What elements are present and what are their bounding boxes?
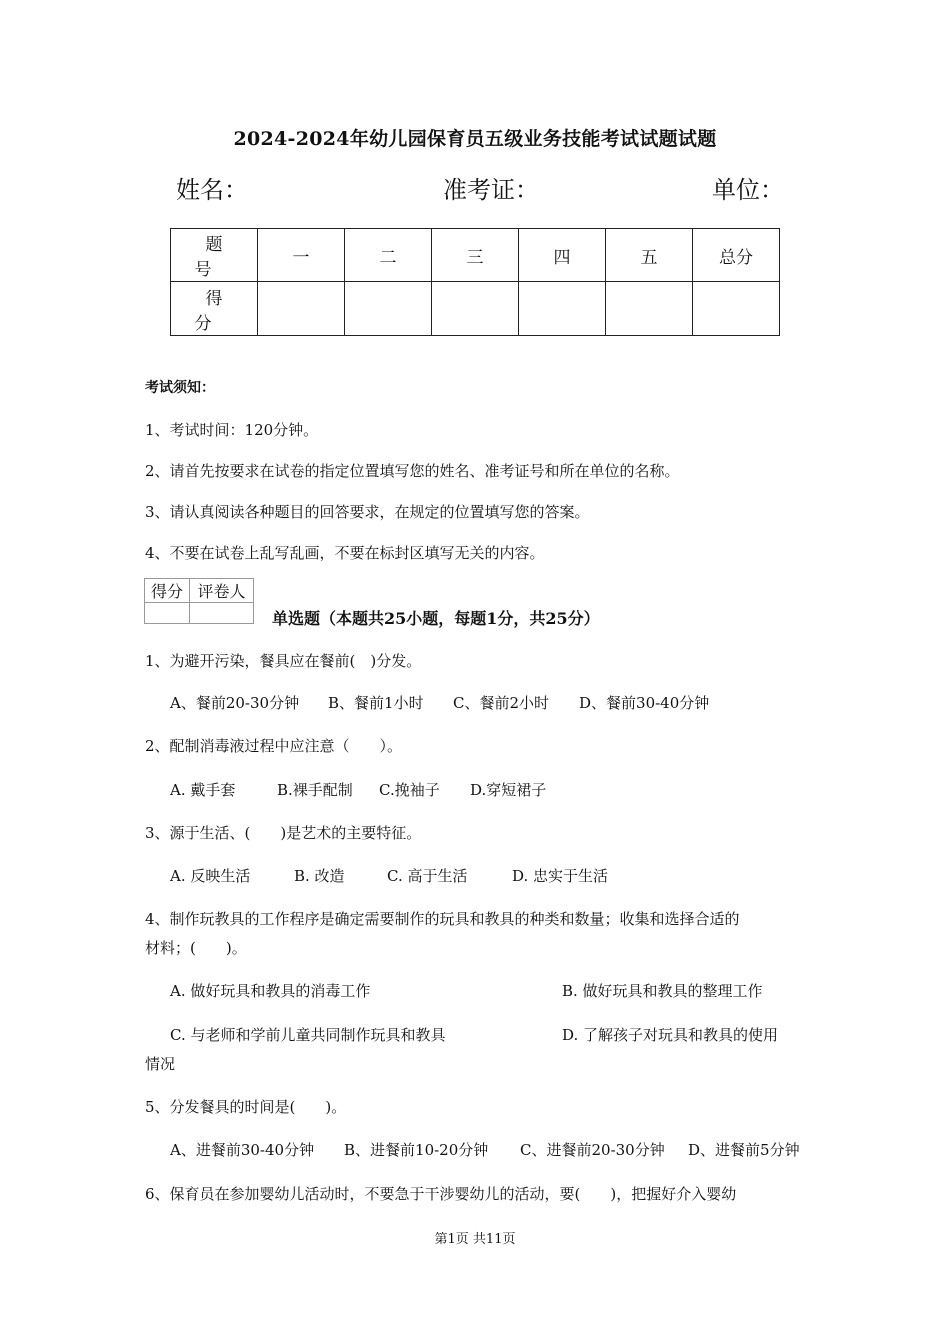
question-stem: 6、保育员在参加婴幼儿活动时，不要急于干涉婴幼儿的活动，要( )，把握好介入婴幼 [145, 1185, 737, 1203]
option: D、进餐前5分钟 [688, 1141, 800, 1159]
column-1: 一 [258, 229, 345, 282]
score-cell[interactable] [345, 282, 432, 336]
section-heading: 单选题（本题共25小题，每题1分，共25分） [272, 609, 600, 628]
question-stem: 1、为避开污染，餐具应在餐前( )分发。 [145, 652, 422, 670]
option: B. 改造 [294, 867, 345, 885]
option: D.穿短裙子 [470, 781, 547, 799]
option: B. 做好玩具和教具的整理工作 [562, 982, 763, 1000]
name-label: 姓名： [176, 176, 248, 204]
question-stem: 2、配制消毒液过程中应注意（ ）。 [145, 737, 403, 755]
option: B、进餐前10-20分钟 [344, 1141, 489, 1159]
option: A、餐前20-30分钟 [170, 694, 300, 712]
option: C.挽袖子 [379, 781, 440, 799]
option: C. 与老师和学前儿童共同制作玩具和教具 [170, 1026, 446, 1044]
column-5: 五 [606, 229, 693, 282]
notice-title: 考试须知： [145, 380, 215, 396]
question-stem: 3、源于生活、( )是艺术的主要特征。 [145, 824, 422, 842]
column-2: 二 [345, 229, 432, 282]
notice-item: 1、考试时间：120分钟。 [145, 421, 319, 439]
notice-item: 4、不要在试卷上乱写乱画，不要在标封区填写无关的内容。 [145, 544, 545, 562]
question-stem-continued: 材料；( )。 [145, 939, 247, 957]
ticket-label: 准考证： [443, 176, 539, 204]
question-stem: 4、制作玩教具的工作程序是确定需要制作的玩具和教具的种类和数量；收集和选择合适的 [145, 910, 740, 928]
score-table [170, 228, 780, 336]
question-number-header: 题 号 [171, 229, 258, 282]
option: A. 做好玩具和教具的消毒工作 [170, 982, 371, 1000]
grader-name-label: 评卷人 [190, 579, 254, 603]
column-3: 三 [432, 229, 519, 282]
option: A、进餐前30-40分钟 [170, 1141, 315, 1159]
option: B.裸手配制 [277, 781, 353, 799]
option-wrap: 情况 [145, 1055, 176, 1073]
option: D. 忠实于生活 [512, 867, 609, 885]
score-cell[interactable] [258, 282, 345, 336]
column-4: 四 [519, 229, 606, 282]
score-cell[interactable] [693, 282, 780, 336]
notice-item: 2、请首先按要求在试卷的指定位置填写您的姓名、准考证号和所在单位的名称。 [145, 462, 680, 480]
option: A. 反映生活 [170, 867, 251, 885]
grader-score-cell[interactable] [145, 603, 190, 624]
unit-label: 单位： [712, 176, 784, 204]
column-total: 总分 [693, 229, 780, 282]
score-cell[interactable] [519, 282, 606, 336]
option: B、餐前1小时 [328, 694, 424, 712]
option: C. 高于生活 [387, 867, 468, 885]
option: C、进餐前20-30分钟 [520, 1141, 665, 1159]
notice-item: 3、请认真阅读各种题目的回答要求，在规定的位置填写您的答案。 [145, 503, 590, 521]
grader-name-cell[interactable] [190, 603, 254, 624]
option: D. 了解孩子对玩具和教具的使用 [562, 1026, 779, 1044]
option: D、餐前30-40分钟 [579, 694, 710, 712]
score-row-label: 得 分 [171, 282, 258, 336]
page-footer: 第1页 共11页 [434, 1232, 516, 1247]
grader-score-label: 得分 [145, 579, 190, 603]
option: A. 戴手套 [170, 781, 236, 799]
score-cell[interactable] [606, 282, 693, 336]
question-stem: 5、分发餐具的时间是( )。 [145, 1098, 347, 1116]
grader-box [144, 578, 254, 624]
score-cell[interactable] [432, 282, 519, 336]
option: C、餐前2小时 [453, 694, 550, 712]
exam-title: 2024-2024年幼儿园保育员五级业务技能考试试题试题 [233, 128, 717, 150]
